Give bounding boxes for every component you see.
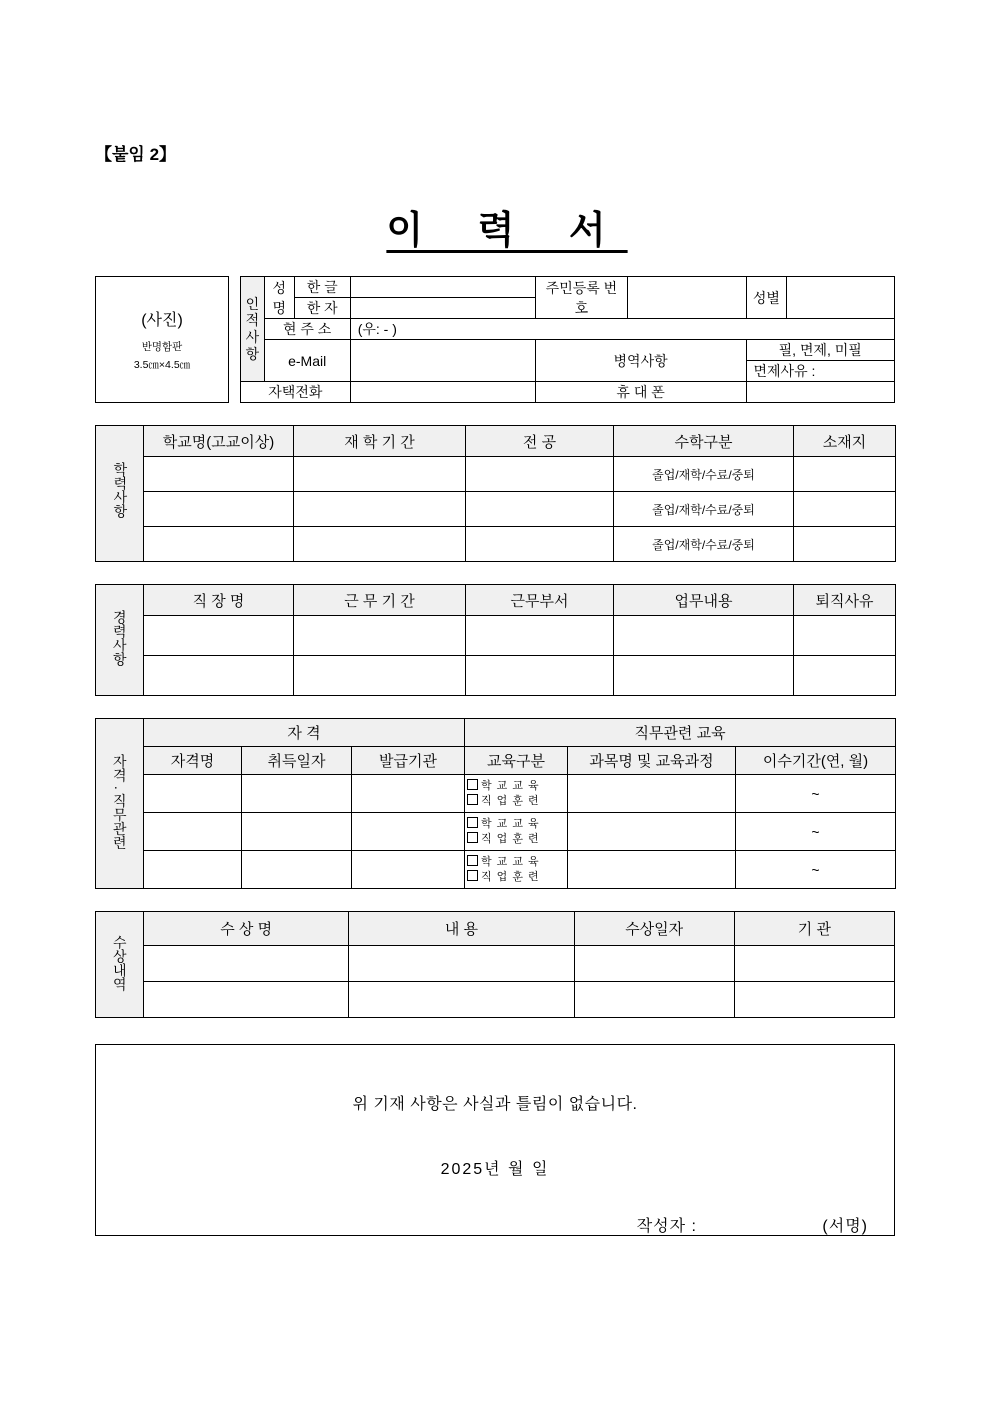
mobile-label: 휴 대 폰 <box>535 382 746 403</box>
awards-header-date: 수상일자 <box>574 912 734 946</box>
gender-input[interactable] <box>787 277 895 319</box>
qualification-period-3[interactable]: ~ <box>736 851 896 889</box>
awards-date-1[interactable] <box>574 946 734 982</box>
qualification-section-label <box>96 719 144 889</box>
education-major-3[interactable] <box>466 527 614 562</box>
checkbox-icon[interactable] <box>467 817 478 828</box>
name-hanja-label: 한 자 <box>294 298 350 319</box>
education-school-1[interactable] <box>144 457 294 492</box>
education-header-major: 전 공 <box>466 426 614 457</box>
education-section-label-text: 학력사항 <box>112 462 129 519</box>
career-dept-2[interactable] <box>466 656 614 696</box>
checkbox-icon[interactable] <box>467 832 478 843</box>
education-table <box>95 425 896 562</box>
career-duty-1[interactable] <box>614 616 794 656</box>
photo-label: (사진) <box>141 312 183 329</box>
name-hangul-input[interactable] <box>350 277 535 298</box>
mobile-input[interactable] <box>746 382 895 403</box>
photo-box[interactable] <box>95 276 229 403</box>
education-header-school: 학교명(고교이상) <box>144 426 294 457</box>
awards-section-label <box>96 912 144 1018</box>
personal-section-label: 인적사항 <box>241 277 265 382</box>
career-period-2[interactable] <box>294 656 466 696</box>
awards-content-2[interactable] <box>349 982 574 1018</box>
awards-header-org: 기 관 <box>734 912 894 946</box>
table-row[interactable] <box>96 851 896 889</box>
edu-type-cell-2[interactable] <box>465 813 568 851</box>
education-period-3[interactable] <box>294 527 466 562</box>
table-row[interactable] <box>96 982 895 1018</box>
education-school-3[interactable] <box>144 527 294 562</box>
qualification-issuer-2[interactable] <box>352 813 465 851</box>
edu-type-school-label-3: 학 교 교 육 <box>481 855 540 868</box>
edu-type-school-label-1: 학 교 교 육 <box>481 779 540 792</box>
table-row[interactable] <box>96 457 896 492</box>
career-duty-2[interactable] <box>614 656 794 696</box>
personal-table <box>240 276 895 403</box>
checkbox-icon[interactable] <box>467 779 478 790</box>
qualification-issuer-3[interactable] <box>352 851 465 889</box>
qualification-date-2[interactable] <box>242 813 352 851</box>
qualification-period-1[interactable]: ~ <box>736 775 896 813</box>
checkbox-icon[interactable] <box>467 855 478 866</box>
qualification-name-3[interactable] <box>144 851 242 889</box>
education-status-1[interactable]: 졸업/재학/수료/중퇴 <box>614 457 794 492</box>
checkbox-icon[interactable] <box>467 870 478 881</box>
awards-header-content: 내 용 <box>349 912 574 946</box>
qualification-name-2[interactable] <box>144 813 242 851</box>
address-input[interactable]: (우: - ) <box>350 319 894 340</box>
qualification-period-2[interactable]: ~ <box>736 813 896 851</box>
edu-type-vocational-label-2: 직 업 훈 련 <box>481 832 540 845</box>
awards-date-2[interactable] <box>574 982 734 1018</box>
education-header-location: 소재지 <box>794 426 896 457</box>
qualification-name-1[interactable] <box>144 775 242 813</box>
education-major-2[interactable] <box>466 492 614 527</box>
education-period-2[interactable] <box>294 492 466 527</box>
career-section-label-text: 경력사항 <box>111 610 128 667</box>
home-phone-input[interactable] <box>350 382 535 403</box>
email-label: e-Mail <box>264 340 350 382</box>
awards-name-1[interactable] <box>144 946 349 982</box>
awards-org-1[interactable] <box>734 946 894 982</box>
career-section-label <box>96 585 144 696</box>
career-header-dept: 근무부서 <box>466 585 614 616</box>
table-row[interactable] <box>96 813 896 851</box>
edu-type-school-option-3[interactable] <box>467 855 565 870</box>
awards-table <box>95 911 895 1018</box>
writer-label: 작성자 : <box>636 1218 697 1235</box>
edu-type-vocational-label-1: 직 업 훈 련 <box>481 794 540 807</box>
career-company-2[interactable] <box>144 656 294 696</box>
name-hanja-input[interactable] <box>350 298 535 319</box>
education-major-1[interactable] <box>466 457 614 492</box>
military-options[interactable]: 필, 면제, 미필 <box>746 340 895 361</box>
qualification-group-right: 직무관련 교육 <box>465 719 896 747</box>
page-title: 이 력 서 <box>386 210 628 252</box>
career-header-company: 직 장 명 <box>144 585 294 616</box>
edu-type-vocational-label-3: 직 업 훈 련 <box>481 870 540 883</box>
gender-label: 성별 <box>746 277 787 319</box>
career-table <box>95 584 896 696</box>
edu-type-vocational-option-1[interactable] <box>467 794 565 809</box>
career-header-reason: 퇴직사유 <box>794 585 896 616</box>
edu-type-cell-3[interactable] <box>465 851 568 889</box>
qualification-section-label-text: 자격 . 직무관련 <box>111 753 128 850</box>
awards-section-label-text: 수상내역 <box>111 934 128 991</box>
education-status-3[interactable]: 졸업/재학/수료/중퇴 <box>614 527 794 562</box>
name-label: 성명 <box>264 277 294 319</box>
table-row[interactable] <box>96 527 896 562</box>
statement-signature-row <box>96 1213 894 1236</box>
career-period-1[interactable] <box>294 616 466 656</box>
signature-label[interactable]: (서명) <box>822 1218 868 1235</box>
education-section-label <box>96 426 144 562</box>
edu-type-school-option-1[interactable] <box>467 779 565 794</box>
awards-content-1[interactable] <box>349 946 574 982</box>
checkbox-icon[interactable] <box>467 794 478 805</box>
qualification-course-3[interactable] <box>568 851 736 889</box>
military-label: 병역사항 <box>535 340 746 382</box>
education-header-status: 수학구분 <box>614 426 794 457</box>
statement-date: 2025년 월 일 <box>440 1161 550 1178</box>
education-header-period: 재 학 기 간 <box>294 426 466 457</box>
name-hangul-label: 한 글 <box>294 277 350 298</box>
education-location-3[interactable] <box>794 527 896 562</box>
awards-header-name: 수 상 명 <box>144 912 349 946</box>
address-label: 현 주 소 <box>264 319 350 340</box>
qualification-header-edutype: 교육구분 <box>465 747 568 775</box>
awards-name-2[interactable] <box>144 982 349 1018</box>
exemption-reason[interactable]: 면제사유 : <box>746 361 895 382</box>
resident-number-label: 주민등록 번 호 <box>535 277 628 319</box>
table-row[interactable] <box>96 492 896 527</box>
home-phone-label: 자택전화 <box>241 382 351 403</box>
qualification-date-3[interactable] <box>242 851 352 889</box>
qualification-header-name: 자격명 <box>144 747 242 775</box>
resident-number-input[interactable] <box>628 277 746 319</box>
qualification-course-1[interactable] <box>568 775 736 813</box>
education-location-2[interactable] <box>794 492 896 527</box>
statement-box <box>95 1044 895 1236</box>
email-input[interactable] <box>350 340 535 382</box>
table-row[interactable] <box>96 616 896 656</box>
statement-line-1: 위 기재 사항은 사실과 틀림이 없습니다. <box>352 1096 638 1113</box>
edu-type-school-option-2[interactable] <box>467 817 565 832</box>
edu-type-school-label-2: 학 교 교 육 <box>481 817 540 830</box>
qualification-table <box>95 718 896 889</box>
qualification-group-left: 자 격 <box>144 719 465 747</box>
career-reason-1[interactable] <box>794 616 896 656</box>
career-dept-1[interactable] <box>466 616 614 656</box>
education-school-2[interactable] <box>144 492 294 527</box>
career-header-duty: 업무내용 <box>614 585 794 616</box>
photo-type: 반명함판 <box>141 341 183 353</box>
qualification-header-period: 이수기간(연, 월) <box>736 747 896 775</box>
table-row[interactable] <box>96 656 896 696</box>
career-reason-2[interactable] <box>794 656 896 696</box>
education-location-1[interactable] <box>794 457 896 492</box>
edu-type-cell-1[interactable] <box>465 775 568 813</box>
qualification-course-2[interactable] <box>568 813 736 851</box>
education-period-1[interactable] <box>294 457 466 492</box>
qualification-issuer-1[interactable] <box>352 775 465 813</box>
table-row[interactable] <box>96 775 896 813</box>
awards-org-2[interactable] <box>734 982 894 1018</box>
qualification-date-1[interactable] <box>242 775 352 813</box>
attachment-label: 【붙임 2】 <box>95 145 177 164</box>
education-status-2[interactable]: 졸업/재학/수료/중퇴 <box>614 492 794 527</box>
photo-size: 3.5㎝×4.5㎝ <box>133 359 191 371</box>
personal-section <box>95 276 895 403</box>
qualification-header-date: 취득일자 <box>242 747 352 775</box>
qualification-header-course: 과목명 및 교육과정 <box>568 747 736 775</box>
career-company-1[interactable] <box>144 616 294 656</box>
career-header-period: 근 무 기 간 <box>294 585 466 616</box>
edu-type-vocational-option-2[interactable] <box>467 832 565 847</box>
qualification-header-issuer: 발급기관 <box>352 747 465 775</box>
edu-type-vocational-option-3[interactable] <box>467 870 565 885</box>
table-row[interactable] <box>96 946 895 982</box>
